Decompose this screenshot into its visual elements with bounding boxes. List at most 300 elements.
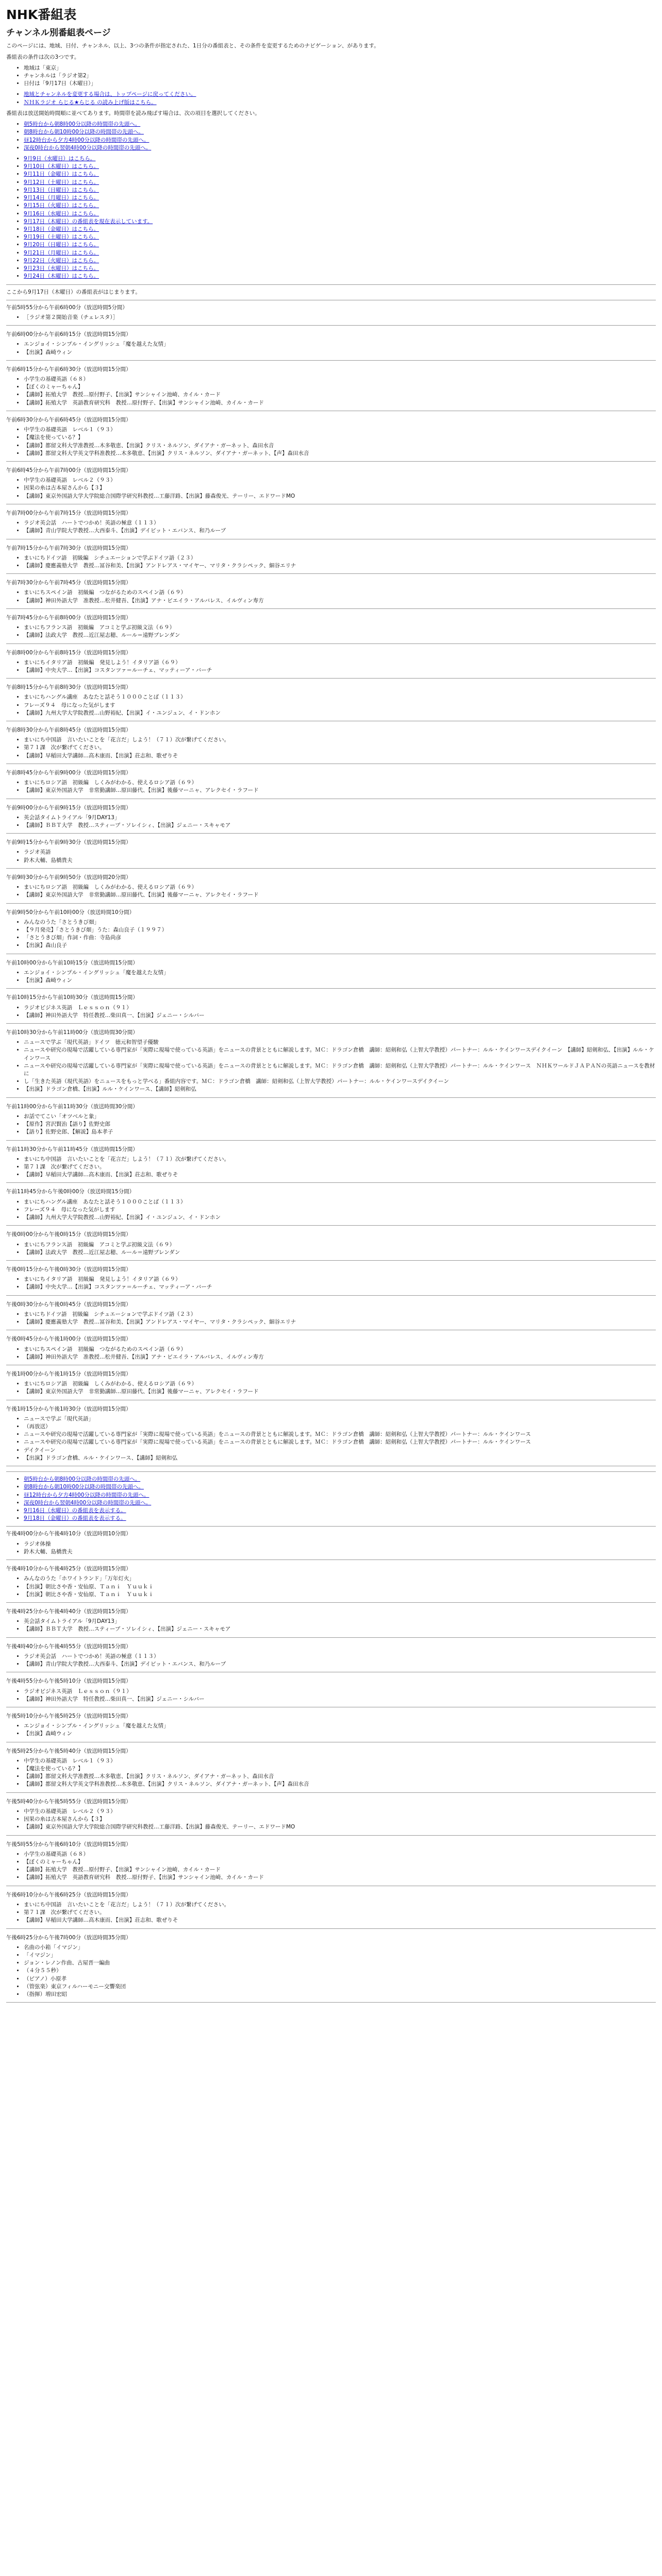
program-details — [6, 1757, 656, 1789]
program-detail: • ラジオ体操 — [24, 1540, 656, 1548]
list-item — [24, 233, 656, 241]
program-detail: • 【講師】都留文科大学英文学科准教授…木多敬恵、【出演】クリス・ネルソン、ダイアナ・ガーネット、【声】森田水音 — [24, 1781, 656, 1788]
divider — [6, 1182, 656, 1183]
program-slot — [6, 416, 656, 462]
divider — [6, 1097, 656, 1098]
program-details — [6, 1380, 656, 1396]
program-slot — [6, 769, 656, 799]
program-detail: • フレーズ９４ 母になった気がします — [24, 702, 656, 709]
slot-time: 午後4時40分から午後4時55分（放送時間15分間） — [6, 1643, 131, 1650]
program-detail: • 【出演】森崎ウィン — [24, 349, 656, 357]
condition-links — [6, 91, 656, 106]
date-link[interactable]: 9月24日（木曜日）はこちら。 — [24, 273, 100, 280]
program-slot — [6, 1798, 656, 1836]
slot-time: 午後4時55分から午後5時10分（放送時間15分間） — [6, 1678, 131, 1685]
divider — [6, 284, 656, 285]
program-slot — [6, 1335, 656, 1365]
program-detail: • まいにちロシア語 初級編 しくみがわかる、使えるロシア語（６９） — [24, 1380, 656, 1388]
condition-date: • 日付は「9月17日（木曜日）」 — [24, 80, 656, 88]
program-detail: • デイクイーン — [24, 1447, 656, 1454]
program-detail: • 【講師】九州大学大学院教授…山野裕紀、【出演】イ・ユンジュン、イ・ドンホン — [24, 709, 656, 717]
date-link[interactable]: 9月9日（水曜日）はこちら。 — [24, 156, 96, 162]
date-link[interactable]: 9月17日（木曜日）の番組表を現在表示しています。 — [24, 218, 153, 225]
program-detail: • 第７１課 次が繋げてください。 — [24, 744, 656, 752]
program-detail: • 「さとうきび畑」作詞・作曲：寺島尚彦 — [24, 934, 656, 942]
slot-time: 午前6時30分から午前6時45分（放送時間15分間） — [6, 416, 131, 423]
divider — [6, 1928, 656, 1929]
program-detail: • 英会話タイムトライアル「9月DAY13」 — [24, 1618, 656, 1625]
program-details — [6, 919, 656, 950]
jump-link-morning-8[interactable]: 朝8時台から朝10時00分以降の時間帯の先頭へ。 — [24, 129, 144, 135]
program-details — [6, 1540, 656, 1556]
program-details — [6, 519, 656, 535]
program-detail: • 因果の糸は古本屋さんから【３】 — [24, 484, 656, 492]
list-item — [24, 1507, 656, 1515]
program-detail: • 【講師】神田外語大学 特任教授…柴田真一、【出演】ジェニー・シルバー — [24, 1696, 656, 1703]
mid-nav-link[interactable]: 9月18日（金曜日）の番組表を表示する。 — [24, 1515, 126, 1522]
program-detail: • 【講師】神田外語大学 准教授…松井健吾、【出演】アナ・ビエイラ・アルバレス、イルヴィン寿方 — [24, 1353, 656, 1361]
program-detail: • 【魔法を使っている？】 — [24, 434, 656, 442]
list-item — [24, 91, 656, 98]
program-slot — [6, 909, 656, 954]
program-detail: • まいにちイタリア語 初級編 発見しよう！イタリア語（６９） — [24, 1276, 656, 1283]
program-slot — [6, 1934, 656, 2003]
program-detail: • （指揮）増田宏昭 — [24, 1991, 656, 1998]
program-details — [6, 1039, 656, 1094]
program-detail: • 【講師】拓殖大学 英語教育研究科 教授…原付野子、【出演】サンシャイン池崎、カイル・カード — [24, 1874, 656, 1882]
program-slot — [6, 1677, 656, 1707]
program-detail: • 【講師】慶應義塾大学 教授…冨谷和美、【出演】アンドレアス・マイヤー、マリタ・クラシペック、細谷エリナ — [24, 562, 656, 570]
program-detail: • 【魔法を使っている？】 — [24, 1765, 656, 1773]
mid-nav-links — [6, 1476, 656, 1522]
program-slot — [6, 839, 656, 869]
date-link[interactable]: 9月20日（日曜日）はこちら。 — [24, 242, 100, 248]
divider — [6, 325, 656, 326]
slot-time: 午前11時00分から午前11時30分（放送時間30分間） — [6, 1103, 138, 1110]
program-detail: • 【出演】朝比さや香・安仙原、Ｔａｎｉ Ｙｕｕｋｉ — [24, 1591, 656, 1599]
program-detail: • まいにちフランス語 初級編 アコミと学ぶ初級文法（６９） — [24, 624, 656, 632]
jump-link-midnight[interactable]: 深夜0時台から翌朝4時00分以降の時間帯の先頭へ。 — [24, 144, 152, 151]
slot-time: 午後0時45分から午後1時00分（放送時間15分間） — [6, 1336, 131, 1343]
slot-time: 午前7時15分から午前7時30分（放送時間15分間） — [6, 545, 131, 551]
list-item — [24, 144, 656, 152]
mid-nav-link[interactable]: 昼12時台から夕方4時00分以降の時間帯の先頭へ。 — [24, 1492, 150, 1498]
slot-time: 午前9時30分から午前9時50分（放送時間20分間） — [6, 874, 131, 880]
program-details — [6, 477, 656, 500]
program-slot — [6, 614, 656, 644]
program-slot — [6, 1608, 656, 1638]
program-detail: • ラジオビジネス英語 Ｌｅｓｓｏｎ（９１） — [24, 1688, 656, 1696]
slot-time: 午後5時25分から午後5時40分（放送時間15分間） — [6, 1748, 131, 1754]
program-details — [6, 624, 656, 639]
list-item — [24, 155, 656, 163]
program-detail: • 【原作】宮沢賢治【語り】佐野史郎 — [24, 1121, 656, 1128]
schedule-section-morning — [6, 649, 656, 1467]
program-details — [6, 1653, 656, 1668]
list-item — [24, 179, 656, 187]
program-detail: • 【講師】都留文科大学准教授…木多敬恵、【出演】クリス・ネルソン、ダイアナ・ガーネット、森田水音 — [24, 442, 656, 450]
program-detail: • まいにち中国語 言いたいことを「花言だ」しよう！（７１）次が繋げてください。 — [24, 1901, 656, 1909]
program-detail: • 【講師】青山学院大学教授…大西泰斗、【出演】デイビット・エバンス、和乃ルーブ — [24, 1660, 656, 1668]
program-detail: • フレーズ９４ 母になった気がします — [24, 1206, 656, 1214]
program-detail: • ニュースで学ぶ「現代英語」 — [24, 1415, 656, 1423]
program-details — [6, 1851, 656, 1882]
radiru-reader-link[interactable]: ＮＨＫラジオ らじる★らじる の読み上げ版はこちら。 — [24, 99, 157, 106]
list-item — [24, 249, 656, 257]
program-details — [6, 814, 656, 829]
program-slot — [6, 1841, 656, 1886]
list-item — [24, 226, 656, 233]
conditions-label: 番組表の条件は次の3つです。 — [6, 54, 80, 60]
program-slot — [6, 1370, 656, 1400]
program-detail: • ［ラジオ第２開始音楽（チェレスタ）］ — [24, 314, 656, 321]
slot-time: 午前6時45分から午前7時00分（放送時間15分間） — [6, 467, 131, 474]
program-detail: • 鈴木大輔、島橋貴夫 — [24, 1548, 656, 1556]
slot-time: 午前8時45分から午前9時00分（放送時間15分間） — [6, 769, 131, 776]
program-detail: • 【講師】神田外語大学 特任教授…柴田真一、【出演】ジェニー・シルバー — [24, 1012, 656, 1020]
program-detail: • 第７１課 次が繋げてください。 — [24, 1909, 656, 1917]
program-detail: • 【出演】朝比さや香・安仙原、Ｔａｎｉ Ｙｕｕｋｉ — [24, 1583, 656, 1591]
program-details — [6, 1276, 656, 1291]
program-slot — [6, 304, 656, 326]
slot-time: 午後5時10分から午後5時25分（放送時間15分間） — [6, 1713, 131, 1719]
date-link[interactable]: 9月18日（金曜日）はこちら。 — [24, 226, 100, 232]
program-detail: • 「イマジン」 — [24, 1952, 656, 1959]
program-slot — [6, 1565, 656, 1603]
program-detail: • 【語り】佐野史郎、【解説】島本孝子 — [24, 1128, 656, 1136]
date-link[interactable]: 9月11日（金曜日）はこちら。 — [24, 171, 100, 178]
program-details — [6, 1688, 656, 1703]
program-detail: • 【講師】早稲田大学講師…高木康而、【出演】荘志和、歌ぜりそ — [24, 752, 656, 760]
slot-time: 午前8時00分から午前8時15分（放送時間15分間） — [6, 649, 131, 656]
date-link[interactable]: 9月23日（水曜日）はこちら。 — [24, 265, 100, 272]
program-details — [6, 779, 656, 794]
date-link[interactable]: 9月19日（土曜日）はこちら。 — [24, 234, 100, 241]
program-detail: • 英会話タイムトライアル「9月DAY13」 — [24, 814, 656, 822]
slot-time: 午前6時00分から午前6時15分（放送時間15分間） — [6, 331, 131, 338]
program-slot — [6, 1713, 656, 1742]
program-detail: • まいにちロシア語 初級編 しくみがわかる、使えるロシア語（６９） — [24, 779, 656, 787]
divider — [6, 988, 656, 989]
program-slot — [6, 545, 656, 574]
program-detail: • 小学生の基礎英語（６８） — [24, 376, 656, 383]
program-slot — [6, 1029, 656, 1098]
slot-time: 午前8時30分から午前8時45分（放送時間15分間） — [6, 727, 131, 734]
program-slot — [6, 510, 656, 539]
slot-time: 午前9時00分から午前9時15分（放送時間15分間） — [6, 804, 131, 811]
slot-time: 午前6時15分から午前6時30分（放送時間15分間） — [6, 366, 131, 372]
program-detail: • 【講師】早稲田大学講師…高木康而、【出演】荘志和、歌ぜりそ — [24, 1171, 656, 1179]
divider — [6, 1526, 656, 1527]
program-slot — [6, 959, 656, 989]
program-detail: • 【講師】九州大学大学院教授…山野裕紀、【出演】イ・ユンジュン、イ・ドンホン — [24, 1214, 656, 1222]
divider — [6, 1602, 656, 1603]
date-link[interactable]: 9月16日（水曜日）はこちら。 — [24, 210, 100, 217]
program-detail: • 【講師】ＢＢＴ大学 教授…スティーブ・ソレイシィ、【出演】ジェニー・スキャモア — [24, 822, 656, 829]
slot-time: 午前10時15分から午前10時30分（放送時間15分間） — [6, 994, 138, 1001]
program-slot — [6, 994, 656, 1024]
program-detail: • みんなのうた「さとうきび畑」 — [24, 919, 656, 926]
slot-time: 午後6時25分から午後7時00分（放送時間35分間） — [6, 1934, 131, 1941]
program-detail: • （再放送） — [24, 1423, 656, 1431]
program-details — [6, 1113, 656, 1137]
program-slot — [6, 1103, 656, 1141]
divider — [6, 608, 656, 609]
program-details — [6, 1901, 656, 1925]
list-item — [24, 202, 656, 210]
program-detail: • 【出演】森崎ウィン — [24, 1730, 656, 1738]
program-slot — [6, 1405, 656, 1467]
program-details — [6, 1156, 656, 1179]
mid-nav-link[interactable]: 深夜0時台から翌朝4時00分以降の時間帯の先頭へ。 — [24, 1499, 152, 1506]
program-detail: • 【講師】東京外国語大学 非常勤講師…原田藤代、【出演】後藤マーニャ、アレクセイ・ラフード — [24, 787, 656, 794]
program-slot — [6, 579, 656, 609]
slot-time: 午前7時00分から午前7時15分（放送時間15分間） — [6, 510, 131, 516]
program-slot — [6, 1643, 656, 1673]
back-to-top-link[interactable]: 地域とチャンネルを変更する場合は、トップページに戻ってください。 — [24, 91, 196, 98]
slot-time: 午前7時45分から午前8時00分（放送時間15分間） — [6, 614, 131, 621]
divider — [6, 1637, 656, 1638]
program-details — [6, 1722, 656, 1738]
list-item — [24, 121, 656, 128]
list-item — [24, 1483, 656, 1491]
program-detail: • （４分５５秒） — [24, 1967, 656, 1975]
program-slot — [6, 1530, 656, 1560]
program-details — [6, 1004, 656, 1020]
program-details — [6, 1415, 656, 1462]
divider — [6, 1792, 656, 1793]
list-item — [24, 137, 656, 144]
jump-link-noon-12[interactable]: 昼12時台から夕方4時00分以降の時間帯の先頭へ。 — [24, 137, 150, 143]
program-detail: • 【講師】中央大学…【出演】コスタンツァ＝ルーチェ、マッティーア・バーチ — [24, 1283, 656, 1291]
program-detail: • 【出演】森崎ウィン — [24, 977, 656, 985]
program-detail: • 【講師】東京外国語大学 非常勤講師…原田藤代、【出演】後藤マーニャ、アレクセイ・ラフード — [24, 1388, 656, 1396]
date-link[interactable]: 9月14日（月曜日）はこちら。 — [24, 195, 100, 201]
program-detail: • （管弦楽）東京フィルハーモニー交響楽団 — [24, 1983, 656, 1991]
divider — [6, 1225, 656, 1226]
program-detail: • 【講師】法政大学 教授…近江屋志穂、ルール＝遠野ブレンダン — [24, 632, 656, 639]
slot-time: 午後4時25分から午後4時40分（放送時間15分間） — [6, 1608, 131, 1615]
program-detail: • まいにちドイツ語 初級編 シチュエーションで学ぶドイツ語（２３） — [24, 554, 656, 562]
time-jump-links — [6, 121, 656, 152]
program-detail: • エンジョイ・シンプル・イングリッシュ「魔を越えた友情」 — [24, 969, 656, 977]
program-details — [6, 1198, 656, 1222]
mid-nav-link[interactable]: 朝5時台から朝8時00分以降の時間帯の先頭へ。 — [24, 1476, 141, 1483]
program-detail: • 【講師】都留文科大学准教授…木多敬恵、【出演】クリス・ネルソン、ダイアナ・ガーネット、森田水音 — [24, 1773, 656, 1781]
program-detail: • まいにちロシア語 初級編 しくみがわかる、使えるロシア語（６９） — [24, 884, 656, 891]
program-detail: • まいにちイタリア語 初級編 発見しよう！イタリア語（６９） — [24, 659, 656, 667]
program-detail: • まいにち中国語 言いたいことを「花言だ」しよう！（７１）次が繋げてください。 — [24, 736, 656, 744]
program-detail: • 小学生の基礎英語（６８） — [24, 1851, 656, 1858]
program-detail: • 【講師】ＢＢＴ大学 教授…スティーブ・ソレイシィ、【出演】ジェニー・スキャモア — [24, 1625, 656, 1633]
mid-navigation — [6, 1476, 656, 1522]
program-detail: • （ピアノ）小原孝 — [24, 1975, 656, 1983]
mid-nav-link[interactable]: 9月16日（水曜日）の番組表を表示する。 — [24, 1507, 126, 1514]
program-detail: • 名曲の小箱「イマジン」 — [24, 1944, 656, 1952]
divider — [6, 2002, 656, 2003]
list-item — [24, 99, 656, 107]
condition-channel: • チャンネルは「ラジオ第2」 — [24, 72, 656, 80]
slot-time: 午前11時45分から午後0時00分（放送時間15分間） — [6, 1189, 135, 1195]
program-slot — [6, 684, 656, 721]
date-link[interactable]: 9月22日（火曜日）はこちら。 — [24, 257, 100, 264]
program-detail: • 【出演】森山良子 — [24, 942, 656, 950]
list-item — [24, 210, 656, 218]
program-detail: • まいにちハングル講座 あなたと話そう１０００ことば（１１３） — [24, 1198, 656, 1206]
program-details — [6, 1944, 656, 1999]
slot-time: 午前10時00分から午前10時15分（放送時間15分間） — [6, 959, 138, 966]
date-link[interactable]: 9月12日（土曜日）はこちら。 — [24, 179, 100, 185]
slot-time: 午前8時15分から午前8時30分（放送時間15分間） — [6, 684, 131, 691]
program-detail: • 中学生の基礎英語 レベル２（９３） — [24, 477, 656, 484]
program-detail: • 【講師】中央大学…【出演】コスタンツァ＝ルーチェ、マッティーア・バーチ — [24, 667, 656, 674]
slot-time: 午前9時15分から午前9時30分（放送時間15分間） — [6, 839, 131, 846]
slot-time: 午後4時10分から午後4時25分（放送時間15分間） — [6, 1566, 131, 1572]
program-detail: • 【講師】東京外国語大学 非常勤講師…原田藤代、【出演】後藤マーニャ、アレクセイ・ラフード — [24, 891, 656, 899]
list-item — [24, 1499, 656, 1507]
slot-time: 午後1時00分から午後1時15分（放送時間15分間） — [6, 1370, 131, 1377]
list-item — [24, 218, 656, 226]
divider — [6, 643, 656, 644]
list-item — [24, 163, 656, 171]
program-detail: • ニュースや研究の現場で活躍している専門家が「実際に現場で使っている英語」をニュースの背景とともに解説します。ＭＣ：ドラゴン倉橋 講師：紹剣和弘（上智大学教授）パートナー：ルル・ケインワースデイクイーン 【講師】紹剣和弘、【出演】ルル・ケインワース — [24, 1046, 656, 1062]
divider — [6, 573, 656, 574]
slot-time: 午前7時30分から午前7時45分（放送時間15分間） — [6, 580, 131, 586]
program-detail: • みんなのうた「ホワイトランド」「万年灯火」 — [24, 1575, 656, 1583]
divider — [6, 903, 656, 904]
program-slot — [6, 804, 656, 834]
program-detail: • 鈴木大輔、島橋貴夫 — [24, 857, 656, 865]
program-slot — [6, 366, 656, 411]
program-slot — [6, 1891, 656, 1929]
list-item — [24, 171, 656, 178]
page-title: NHK番組表 — [6, 7, 77, 22]
program-detail: • 【講師】慶應義塾大学 教授…冨谷和美、【出演】アンドレアス・マイヤー、マリタ・クラシペック、細谷エリナ — [24, 1318, 656, 1326]
program-details — [6, 884, 656, 899]
program-detail: • エンジョイ・シンプル・イングリッシュ「魔を越えた友情」 — [24, 1722, 656, 1730]
program-detail: • 【講師】都留文科大学英文学科准教授…木多敬恵、【出演】クリス・ネルソン、ダイアナ・ガーネット、【声】森田水音 — [24, 450, 656, 457]
program-details — [6, 693, 656, 717]
list-item — [24, 273, 656, 280]
program-detail: • 第７１課 次が繋げてください。 — [24, 1163, 656, 1171]
program-detail: • ラジオ英会話 ハートでつかめ！英語の極意（１１３） — [24, 519, 656, 527]
program-detail: • 【出演】ドラゴン倉橋、ルル・ケインワース、【講師】紹剣和弘 — [24, 1454, 656, 1462]
program-detail: • 【講師】拓殖大学 英語教育研究科 教授…原付野子、【出演】サンシャイン池崎、カイル・カード — [24, 399, 656, 407]
slot-time: 午後0時30分から午後0時45分（放送時間15分間） — [6, 1301, 131, 1308]
divider — [6, 1140, 656, 1141]
slot-time: 午後0時00分から午後0時15分（放送時間15分間） — [6, 1231, 131, 1238]
program-slot — [6, 1266, 656, 1296]
divider — [6, 1023, 656, 1024]
program-details — [6, 314, 656, 321]
slot-time: 午後0時15分から午後0時30分（放送時間15分間） — [6, 1266, 131, 1273]
program-detail: • まいにちドイツ語 初級編 シチュエーションで学ぶドイツ語（２３） — [24, 1311, 656, 1318]
program-detail: • 【ぼくのミャーちゃん】 — [24, 1858, 656, 1866]
program-slot — [6, 1231, 656, 1261]
program-detail: • まいにち中国語 言いたいことを「花言だ」しよう！（７１）次が繋げてください。 — [24, 1156, 656, 1163]
date-link[interactable]: 9月13日（日曜日）はこちら。 — [24, 187, 100, 193]
mid-nav-link[interactable]: 朝8時台から朝10時00分以降の時間帯の先頭へ。 — [24, 1484, 144, 1490]
program-slot — [6, 874, 656, 904]
program-detail: • 【ぼくのミャーちゃん】 — [24, 383, 656, 391]
list-item — [24, 1515, 656, 1522]
divider — [6, 360, 656, 361]
program-slot — [6, 649, 656, 679]
program-detail: • 中学生の基礎英語 レベル１（９３） — [24, 426, 656, 434]
slot-time: 午前9時50分から午前10時00分（放送時間10分間） — [6, 909, 135, 916]
program-detail: • 【講師】拓殖大学 教授…原付野子、【出演】サンシャイン池崎、カイル・カード — [24, 391, 656, 399]
program-detail: • お話でてこい「オツベルと象」 — [24, 1113, 656, 1121]
program-detail: • まいにちスペイン語 初級編 つながるためのスペイン語（６９） — [24, 1346, 656, 1353]
program-slot — [6, 467, 656, 504]
schedule-section-evening — [6, 1530, 656, 2003]
date-link[interactable]: 9月21日（月曜日）はこちら。 — [24, 249, 100, 256]
program-details — [6, 969, 656, 985]
list-item — [24, 187, 656, 194]
program-detail: • ニュースで学ぶ「現代英語」ドイツ 徳元和智望子優駿 — [24, 1039, 656, 1046]
program-slot — [6, 331, 656, 361]
program-detail: • ラジオビジネス英語 Ｌｅｓｓｏｎ（９１） — [24, 1004, 656, 1012]
list-item — [24, 1476, 656, 1483]
divider — [6, 1835, 656, 1836]
program-details — [6, 1575, 656, 1599]
program-details — [6, 849, 656, 864]
slot-time: 午後4時00分から午後4時10分（放送時間10分間） — [6, 1531, 131, 1537]
program-details — [6, 554, 656, 570]
slot-time: 午前11時30分から午前11時45分（放送時間15分間） — [6, 1146, 138, 1153]
program-detail: • まいにちハングル講座 あなたと話そう１０００ことば（１１３） — [24, 693, 656, 701]
program-detail: • ジョン・レノン作曲、古屋晋一編曲 — [24, 1959, 656, 1967]
jump-link-morning-5[interactable]: 朝5時台から朝8時00分以降の時間帯の先頭へ。 — [24, 121, 141, 128]
divider — [6, 1471, 656, 1472]
slot-time: 午後1時15分から午後1時30分（放送時間15分間） — [6, 1405, 131, 1412]
program-detail: • 中学生の基礎英語 レベル２（９３） — [24, 1808, 656, 1816]
program-slot — [6, 1301, 656, 1331]
date-link[interactable]: 9月10日（木曜日）はこちら。 — [24, 163, 100, 170]
program-detail: • エンジョイ・シンプル・イングリッシュ「魔を越えた友情」 — [24, 341, 656, 348]
program-detail: • 中学生の基礎英語 レベル１（９３） — [24, 1757, 656, 1765]
program-details — [6, 376, 656, 407]
program-slot — [6, 1748, 656, 1793]
program-detail: • まいにちフランス語 初級編 アコミと学ぶ初級文法（６９） — [24, 1241, 656, 1249]
program-slot — [6, 1188, 656, 1226]
divider — [6, 1295, 656, 1296]
divider — [6, 461, 656, 462]
slot-time: 午後5時55分から午後6時10分（放送時間15分間） — [6, 1841, 131, 1848]
list-item — [24, 265, 656, 273]
program-details — [6, 1311, 656, 1326]
program-slot — [6, 726, 656, 764]
program-detail: • ラジオ英会話 ハートでつかめ！英語の極意（１１３） — [24, 1653, 656, 1660]
divider — [6, 833, 656, 834]
program-detail: • し「生きた英語（現代英語）をニュースをもっと学べる」番組内容です。ＭＣ：ドラゴン倉橋 講師：紹剣和弘（上智大学教授）パートナー：ルル・ケインワースデイクイーン — [24, 1078, 656, 1086]
program-details — [6, 659, 656, 674]
list-item — [24, 241, 656, 249]
date-links — [6, 155, 656, 281]
program-details — [6, 1346, 656, 1361]
slot-time: 午後5時40分から午後5時55分（放送時間15分間） — [6, 1798, 131, 1805]
program-detail: • 【講師】神田外語大学 准教授…松井健吾、【出演】アナ・ビエイラ・アルバレス、イルヴィン寿方 — [24, 597, 656, 605]
conditions-list — [6, 64, 656, 88]
program-slot — [6, 1146, 656, 1183]
time-note: 番組表は放送開始時間順に並べてあります。時間帯を読み飛ばす場合は、次の項目を選択してください。 — [6, 110, 260, 116]
program-detail: • 【９月発売】「さとうきび畑」うた：森山良子（１９９７） — [24, 926, 656, 934]
program-detail: • 【講師】法政大学 教授…近江屋志穂、ルール＝遠野ブレンダン — [24, 1249, 656, 1257]
list-item — [24, 128, 656, 136]
date-link[interactable]: 9月15日（火曜日）はこちら。 — [24, 202, 100, 209]
program-details — [6, 589, 656, 604]
schedule-section-early-morning — [6, 304, 656, 644]
